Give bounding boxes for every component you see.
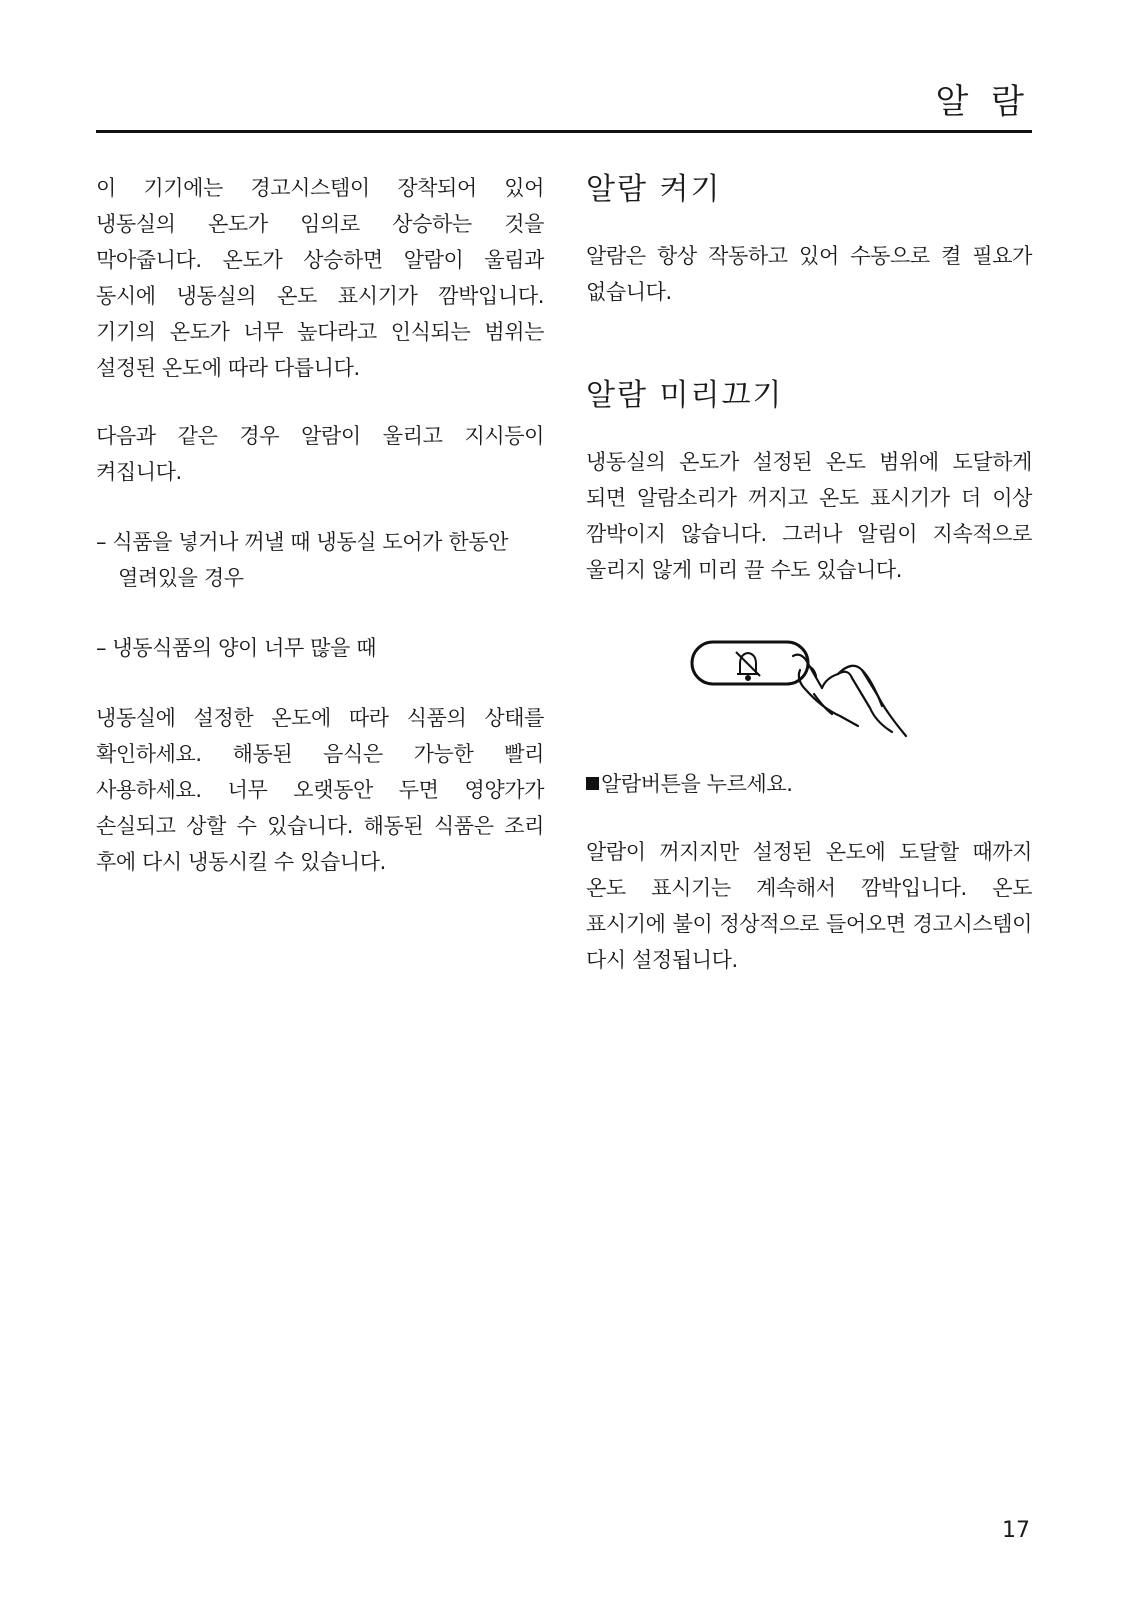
bullet-square-icon xyxy=(586,777,599,790)
page-title: 알 람 xyxy=(935,82,1030,122)
condition-item-amount: – 냉동식품의 양이 너무 많을 때 xyxy=(96,636,377,660)
header-rule xyxy=(96,130,1032,133)
intro-paragraph: 이 기기에는 경고시스템이 장착되어 있어 냉동실의 온도가 임의로 상승하는 것을 막아줍니다. 온도가 상승하면 알람이 울림과 동시에 냉동실의 온도 표시기가 깜박입니다. 기기의 온도가 너무 높다라고 인식되는 범위는 설정된 온도에 따라 다릅니다. xyxy=(96,176,544,380)
instruction-line xyxy=(586,766,1032,802)
alarm-off-body: 냉동실의 온도가 설정된 온도 범위에 도달하게 되면 알람소리가 꺼지고 온도 표시기가 더 이상 깜박이지 않습니다. 그러나 알림이 지속적으로 울리지 않게 미리 끌 수도 있습니다. xyxy=(586,450,1032,582)
conditions-paragraph: 다음과 같은 경우 알람이 울리고 지시등이 켜집니다. xyxy=(96,424,544,484)
condition-item-door: – 식품을 넣거나 꺼낼 때 냉동실 도어가 한동안 열려있을 경우 xyxy=(96,530,508,590)
left-column xyxy=(96,170,544,880)
hand-pressing-button-icon xyxy=(586,616,1032,756)
section-title-alarm-off: 알람 미리끄기 xyxy=(586,378,784,413)
alarm-on-body: 알람은 항상 작동하고 있어 수동으로 켤 필요가 없습니다. xyxy=(586,244,1032,304)
hand-icon xyxy=(793,655,906,736)
page-number: 17 xyxy=(1002,1518,1030,1543)
food-check-paragraph: 냉동실에 설정한 온도에 따라 식품의 상태를 확인하세요. 해동된 음식은 가능한 빨리 사용하세요. 너무 오랫동안 두면 영양가가 손실되고 상할 수 있습니다. 해동된 식품은 조리 후에 다시 냉동시킬 수 있습니다. xyxy=(96,706,544,874)
alarm-off-bell-icon xyxy=(736,652,760,680)
alarm-button-illustration xyxy=(586,616,1032,756)
right-column xyxy=(586,170,1032,978)
alarm-off-after-paragraph: 알람이 꺼지지만 설정된 온도에 도달할 때까지 온도 표시기는 계속해서 깜박입니다. 온도 표시기에 불이 정상적으로 들어오면 경고시스템이 다시 설정됩니다. xyxy=(586,840,1032,972)
section-title-alarm-on: 알람 켜기 xyxy=(586,172,722,207)
instruction-text: 알람버튼을 누르세요. xyxy=(601,772,793,796)
